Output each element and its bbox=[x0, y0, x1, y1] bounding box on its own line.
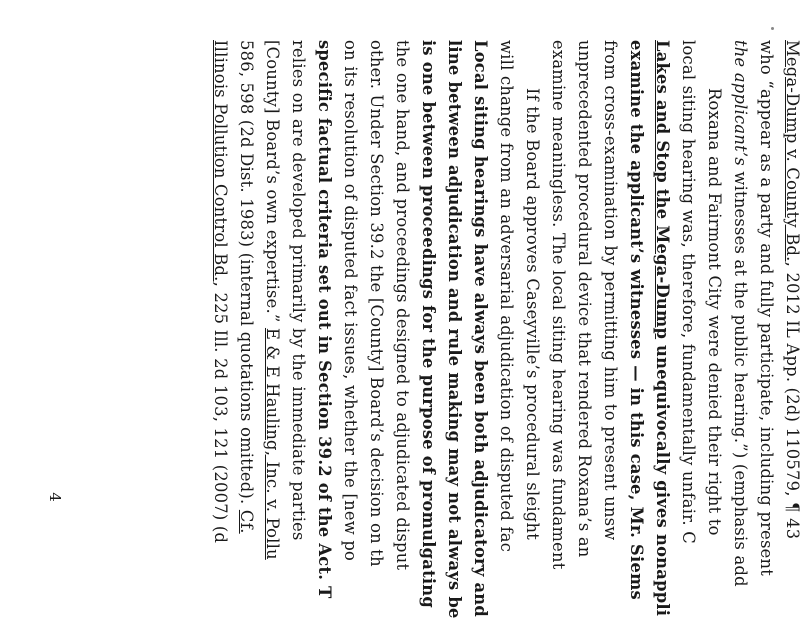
page-number: 4 bbox=[45, 492, 64, 502]
text-line-1: Mega-Dump v. County Bd., 2012 IL App. (2d) 110579, ¶ 43 bbox=[783, 40, 802, 540]
case-citation: Mega-Dump v. County Bd. bbox=[783, 40, 802, 262]
scan-speck bbox=[771, 27, 774, 30]
text-line-6: Lakes and Stop the Mega-Dump unequivocally gives nonappli bbox=[653, 40, 672, 617]
text-line-5: local siting hearing was, therefore, fundamentally unfair. C bbox=[679, 40, 698, 544]
text-line-15: is one between proceedings for the purpose of promulgating bbox=[419, 40, 438, 609]
text-line-9: unprecedented procedural device that rendered Roxana’s an bbox=[575, 40, 594, 558]
text-line-3: the applicant’s witnesses at the public hearing.”) (emphasis add bbox=[731, 40, 750, 587]
text-line-20: relies on are developed primarily by the immediate parties bbox=[289, 40, 308, 541]
text-line-4: Roxana and Fairmont City were denied their right to bbox=[705, 88, 724, 536]
text-line-21: [County] Board’s own expertise.” E & E Hauling, Inc. v. Pollu bbox=[263, 40, 282, 560]
text-line-13: Local siting hearings have always been both adjudicatory and bbox=[471, 40, 490, 618]
case-citation: Illinois Pollution Control Bd. bbox=[211, 40, 230, 282]
text-line-16: the one hand, and proceedings designed to adjudicated disput bbox=[393, 40, 412, 571]
text-line-18: on its resolution of disputed fact issues, whether the [new po bbox=[341, 40, 360, 562]
text-line-10: examine meaningless. The local siting hearing was fundament bbox=[549, 40, 568, 570]
text-line-11: If the Board approves Caseyville’s procedural sleight bbox=[523, 88, 542, 540]
text-line-2: who “appear as a party and fully participate, including present bbox=[757, 40, 776, 577]
text-line-12: will change from an adversarial adjudication of disputed fac bbox=[497, 40, 516, 553]
case-citation: E & E Hauling, Inc. v. Pollu bbox=[263, 327, 282, 560]
text-line-19: specific factual criteria set out in Section 39.2 of the Act. T bbox=[315, 40, 334, 599]
text-line-7: examine the applicant’s witnesses — in this case, Mr. Siems bbox=[627, 40, 646, 600]
text-line-17: other. Under Section 39.2 the [County] Board’s decision on th bbox=[367, 40, 386, 567]
text-line-8: from cross-examination by permitting him to present unsw bbox=[601, 40, 620, 541]
text-line-14: line between adjudication and rule making may not always be bbox=[445, 40, 464, 619]
text-line-23: Illinois Pollution Control Bd., 225 Ill. 2d 103, 121 (2007) (d bbox=[211, 40, 230, 544]
text-line-22: 586, 598 (2d Dist. 1983) (internal quotations omitted). Cf. bbox=[237, 40, 256, 534]
